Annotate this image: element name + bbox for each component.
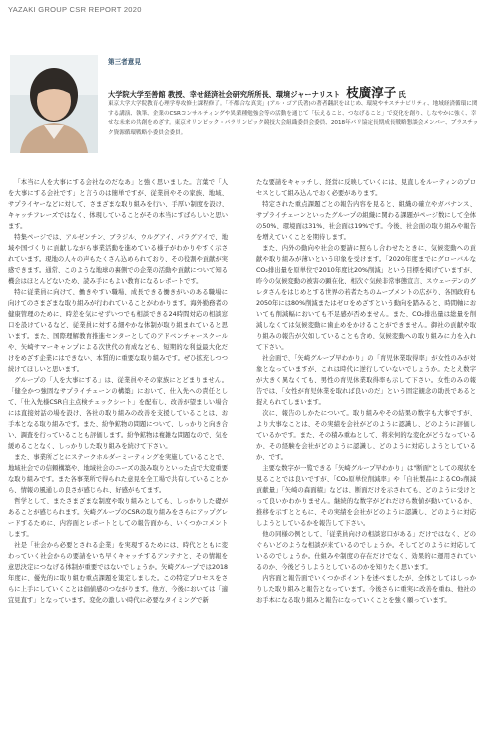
person-affiliation: 大学院大学至善館 教授、幸せ経済社会研究所所長、環境ジャーナリスト [108,90,341,99]
paragraph: 特定された重点課題ごとの報告内容を見ると、組織の確立やガバナンス、サプライチェーンといったグループの組織に関わる課題がページ数にして全体の50%、環境面は31%、社会面は19%です。今後、社会面の取り組みや報告を増えていくことを期待します。 [256,201,476,241]
person-bio: 東京大学大学院教育心理学専攻修士課程修了。「不都合な真実」(アル・ゴア氏著)の著者翻訳をはじめ、環境やサステナビリティ、地域経済循環に関する講演、執筆、企業のCSRコンサルティングや異業種勉強会等の活動を通じて「伝えること、つなげること」で変化を創り、しなやかに強く、幸せな未来の共創をめざす。東京オリンピック・パラリンピック競技大会組織委員会委員、2018年パリ協定長期成長戦略懇談会メンバー、プラスチック資源循環戦略小委員会委員。 [108,101,479,136]
report-header: YAZAKI GROUP CSR REPORT 2020 [8,5,142,14]
section-label: 第三者意見 [108,58,141,66]
paragraph: グループの「人を大事にする」は、従業員やその家族にとどまりません。「健全かつ強固なサプライチェーンの構築」において、仕入先への責任として、「仕入先様CSR自主点検チェックシート」を配布し、改善が望ましい場合には直接対話の場を設け、各社の取り組みの改善を支援していることは、お手本となる取り組みです。また、紛争鉱物の問題について、しっかりと向き合い、調査を行っていることも評価します。紛争鉱物は複雑な問題なので、気を緩めることなく、しっかりした取り組みを続けて下さい。 [8,377,228,450]
left-column [8,177,228,606]
person-name: 枝廣淳子 [346,85,397,100]
paragraph: たな要請をキャッチし、経営に反映していくには、見直しをルーティンのプロセスとして組み込んでおく必要があります。 [256,179,476,197]
paragraph: 主要な数字が一覧できる「矢崎グループ早わかり」は"断面"としての現状を見ることでは良いですが、「CO₂原単位削減率」や「自社製品によるCO₂削減貢献量」「矢崎の森面積」などは、断面だけを示されても、どのように受けとって良いかわかりません。継続的な数字がどれだけら数値が動いているか、推移を示すとともに、その実績を会社がどのように認識し、どのように対応しようとしているかを報告して下さい。 [256,465,476,527]
paragraph: 社是「社会から必要とされる企業」を実現するためには、時代とともに変わっていく社会からの要請をいち早くキャッチするアンテナと、その情報を意思決定につなげる体制が重要ではないでしょうか。矢崎グループでは2018年度に、優先的に取り組む重点課題を策定しました。この特定プロセスをさらに上手にしていくことは価値感のつながります。他方、今後においては「適宜見直す」となっています。変化の激しい時代に必要なタイミングで新 [8,542,228,604]
paragraph: 特集ページでは、アルゼンチン、ブラジル、ウルグアイ、パラグアイで、地域や国づくりに貢献しながら事業活動を進めている様子がわかりやすく示されています。現地の人々の声もたくさん込められており、その役割や貢献が実感できます。通常、このような地球の裏側での企業の活動や貢献について知る機会はほとんどないため、読み手にもよい教育になるレポートです。 [8,234,228,285]
paragraph: 哲学として、またさまざまな制度や取り組みとしても、しっかりした礎があることが感じられます。矢崎グループのCSRの取り組みをさらにアップグレードするために、内容面とレポートとしての報告面から、いくつかコメントします。 [8,498,228,538]
paragraph: 次に、報告のしかたについて。取り組みやその結果の数字も大事ですが、より大事なことは、その実績を会社がどのように認識し、どのように評価しているかです。また、その積み重ねとして、将来何的な変化がどうなっているか、その経験を会社がどのように認識し、どのように対応しようとしているか、です。 [256,410,476,461]
paragraph: 社会面で、「矢崎グループ早わかり」の「育児休業取得率」が女性のみが対象となっていますが、これは時代に逆行していないでしょうか。たとえ数字が大きく異なくても、男性の育児休業取得率も示して下さい。女性のみの報告では、「女性が育児休業を取れば良いのだ」という固定観念の助長であると捉えられてしまいます。 [256,355,476,406]
portrait-image [10,55,98,153]
paragraph: 他の同様の例として、「従業員向けの相談窓口がある」だけではなく、どのぐらいどのような相談が来ているのでしょうか。そしてどのように対応しているのでしょうか。仕組みや制度の存在だけでなく、効果的に運用されているのか、今後どうしようとしているのかを知りたく思います。 [256,531,476,571]
paragraph: また、事業所ごとにステークホルダーミーティングを実施していることで、地域社会での信頼構築や、地域社会のニーズの汲み取りといった点で大変重要な取り組みです。また各事業所で得られた意見を全工場で共有していることから、情報の風通しの良さが感じられ、好感がもてます。 [8,454,228,494]
right-column [256,177,476,606]
paragraph: 「本当に人を大事にする会社なのだなあ」と強く思いました。言葉で「人を大事にする会社です」と言うのは簡単ですが、従業員やその家族、地域、サプライヤーなどに対して、さまざまな取り組みを行い、手厚い制度を設け、キャッチフレーズではなく、体現していることがその本当にすばらしいと思います。 [8,179,228,230]
person-header [108,82,478,101]
paragraph: 特に従業員に向けて、働きやすい職場、成長できる働きがいのある職場に向けてのさまざまな取り組みが行われていることがわかります。海外勤務者の健康管理のために、時差を気にせずいつでも相談できる24時間対応の相談窓口を設けているなど、従業員に対する細やかな体制が取り組まれていると思います。また、国際理解教育推進センターとしてのアドベンチャースクールや、矢崎サマーキャンプによる次世代の育成なども、短期的な利益最大化だけをめざす企業にはできない、本質的に重要な取り組みです。ぜひ拡充しつつ続けてほしいと思います。 [8,289,228,373]
paragraph: また、内外の動向や社会の要請に照らし合わせたときに、気候変動への貢献や取り組みが薄いという印象を受けます。「2020年度までにグローバルなCO₂排出量を原単位で2010年度比20%削減」という目標を掲げていますが、昨今の気候変動の被害の顕在化、相次ぐ気候非常事態宣言、スウェーデンのグレタさんをはじめとする世界の若者たちのムーブメントの広がり、各国政府も2050年には80%削減またはゼロをめざすという動向を踏みると、時間軸においても削減幅においても不足感が否めません。また、CO₂排出量は総量を削減しなくては気候変動に歯止めをかけることができません。御社の貢献や取り組みの報告が欠如していることも含め、気候変動への取り組みに力を入れて下さい。 [256,245,477,351]
paragraph: 内容面と報告面でいくつかポイントを述べましたが、全体としてはしっかりした取り組みと報告となっています。今後さらに重実に改善を重ね、他社のお手本になる取り組みと報告になっていくことを強く願っています。 [256,575,476,604]
portrait-photo [10,55,98,153]
person-honorific: 氏 [398,90,406,99]
